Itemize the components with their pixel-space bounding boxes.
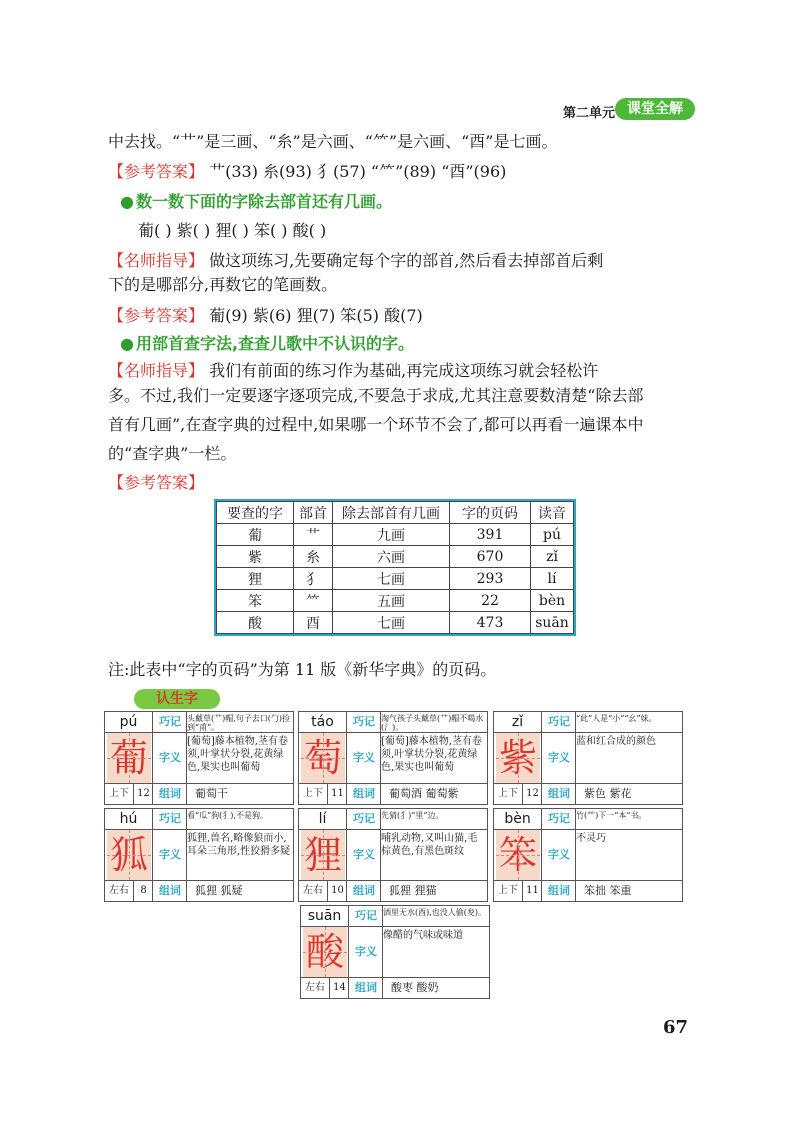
memory-tip: 头戴草(艹)帽,句子去口(勹)捡到“甫”。 [187, 714, 291, 732]
guide-line [108, 358, 598, 381]
table-cell: 犭 [294, 568, 333, 590]
label-qiaoji: 巧记 [548, 812, 570, 825]
label-ziyi: 字义 [159, 848, 181, 861]
pinyin: suān [307, 908, 342, 924]
pinyin: táo [311, 714, 334, 730]
label-ziyi: 字义 [548, 751, 570, 764]
guide-line: 多。不过,我们一定要逐字逐项完成,不要急于求成,尤其注意要数清楚“除去部 [108, 386, 644, 405]
pinyin: zǐ [511, 714, 524, 730]
question-heading: ● 用部首查字法,查查儿歌中不认识的字。 [120, 331, 414, 354]
pinyin: lí [318, 811, 327, 827]
table-row [217, 524, 574, 546]
label-ziyi: 字义 [159, 751, 181, 764]
memory-tip: 看“瓜”狗(犭),不是狗。 [187, 811, 268, 820]
words: 狐狸 狐疑 [195, 884, 243, 897]
label-zuci: 组词 [159, 884, 181, 897]
question-heading: ● 数一数下面的字除去部首还有几画。 [120, 189, 392, 212]
answer-table [216, 501, 574, 634]
character-card [298, 711, 488, 805]
section-tag: 课堂全解 [615, 98, 695, 120]
table-cell: 酸 [217, 612, 294, 634]
table-row [217, 612, 574, 634]
table-header-row [217, 502, 574, 524]
pinyin: bèn [504, 811, 531, 827]
memory-tip: 淘气孩子头戴草(艹)帽不喝水(氵)。 [381, 714, 484, 732]
table-cell: ⺮ [294, 590, 333, 612]
guide-text: 做这项练习,先要确定每个字的部首,然后看去掉部首后剩 [209, 251, 604, 270]
label-ziyi: 字义 [353, 848, 375, 861]
table-cell: pú [531, 524, 574, 546]
table-cell: 五画 [333, 590, 450, 612]
table-header: 字的页码 [450, 502, 531, 524]
character: 笨 [496, 830, 540, 880]
meaning: [葡萄]藤本植物,茎有卷须,叶掌状分裂,花黄绿色,果实也叫葡萄 [187, 736, 288, 773]
meaning: 狐狸,兽名,略像狼而小,耳朵三角形,性狡猾多疑 [187, 833, 291, 857]
label-qiaoji: 巧记 [353, 715, 375, 728]
table-cell: 七画 [333, 612, 450, 634]
answer-line-2 [108, 303, 423, 326]
label-zuci: 组词 [355, 981, 377, 994]
character: 葡 [107, 733, 151, 783]
pinyin: pú [119, 714, 138, 730]
character: 酸 [303, 927, 347, 977]
label-qiaoji: 巧记 [159, 812, 181, 825]
table-note: 注:此表中“字的页码”为第 11 版《新华字典》的页码。 [108, 660, 497, 679]
table-row [217, 568, 574, 590]
structure: 上下 [109, 788, 129, 799]
page-number: 67 [663, 1017, 689, 1038]
meaning: 哺乳动物,又叫山猫,毛棕黄色,有黑色斑纹 [381, 833, 478, 857]
character-card [104, 711, 294, 805]
stroke-count: 12 [522, 784, 542, 804]
table-cell: 艹 [294, 524, 333, 546]
character-card [493, 711, 683, 805]
answer-text: 葡(9) 紫(6) 狸(7) 笨(5) 酸(7) [209, 306, 423, 325]
stroke-count: 12 [133, 784, 153, 804]
table-header: 要查的字 [217, 502, 294, 524]
meaning: 蓝和红合成的颜色 [576, 736, 656, 747]
character-card [298, 808, 488, 902]
stroke-count: 11 [522, 881, 542, 901]
table-row [217, 546, 574, 568]
answer-label: 【参考答案】 [108, 306, 205, 325]
table-cell: 九画 [333, 524, 450, 546]
label-zuci: 组词 [353, 787, 375, 800]
unit-label: 第二单元 [563, 106, 616, 121]
words: 狐狸 狸猫 [389, 884, 437, 897]
guide-label: 【名师指导】 [108, 251, 205, 270]
label-zuci: 组词 [548, 884, 570, 897]
structure: 左右 [305, 982, 325, 993]
memory-tip: “此”人是“小”“幺”妹。 [576, 714, 657, 723]
character: 狸 [301, 830, 345, 880]
guide-line: 的“查字典”一栏。 [108, 444, 237, 463]
structure: 上下 [498, 885, 518, 896]
table-header: 除去部首有几画 [333, 502, 450, 524]
table-cell: 紫 [217, 546, 294, 568]
guide-line [108, 248, 603, 271]
question-blanks: 葡( ) 紫( ) 狸( ) 笨( ) 酸( ) [138, 221, 327, 240]
memory-tip: 竹(⺮)下一“本”书。 [576, 811, 647, 820]
table-cell: 670 [450, 546, 531, 568]
meaning: 不灵巧 [576, 833, 606, 844]
table-cell: 293 [450, 568, 531, 590]
table-header: 部首 [294, 502, 333, 524]
table-header: 读音 [531, 502, 574, 524]
answer-label: 【参考答案】 [108, 473, 205, 492]
table-cell: 22 [450, 590, 531, 612]
answer-label: 【参考答案】 [108, 162, 205, 181]
meaning: 像醋的气味或味道 [383, 930, 463, 941]
words: 葡萄干 [195, 787, 228, 800]
meaning: [葡萄]藤本植物,茎有卷须,叶掌状分裂,花黄绿色,果实也叫葡萄 [381, 736, 482, 773]
stroke-count: 11 [327, 784, 347, 804]
label-qiaoji: 巧记 [355, 909, 377, 922]
memory-tip: 先猜(犭)“里”边。 [381, 811, 444, 820]
words: 笨拙 笨重 [584, 884, 632, 897]
answer-line-1 [108, 159, 506, 182]
words: 酸枣 酸奶 [391, 981, 439, 994]
section-heading: 认生字 [134, 689, 220, 709]
label-ziyi: 字义 [353, 751, 375, 764]
table-cell: 笨 [217, 590, 294, 612]
label-zuci: 组词 [159, 787, 181, 800]
words: 紫色 紫花 [584, 787, 632, 800]
guide-text: 我们有前面的练习作为基础,再完成这项练习就会轻松许 [209, 361, 599, 380]
character-card [493, 808, 683, 902]
stroke-count: 10 [327, 881, 347, 901]
guide-line: 首有几画”,在查字典的过程中,如果哪一个环节不会了,都可以再看一遍课本中 [108, 415, 644, 434]
stroke-count: 8 [133, 881, 153, 901]
character: 萄 [301, 733, 345, 783]
table-cell: lí [531, 568, 574, 590]
table-cell: 狸 [217, 568, 294, 590]
table-cell: zǐ [531, 546, 574, 568]
label-ziyi: 字义 [355, 945, 377, 958]
label-ziyi: 字义 [548, 848, 570, 861]
table-cell: 酉 [294, 612, 333, 634]
table-cell: 391 [450, 524, 531, 546]
character-card [104, 808, 294, 902]
guide-label: 【名师指导】 [108, 361, 205, 380]
table-cell: suān [531, 612, 574, 634]
table-cell: 糸 [294, 546, 333, 568]
label-zuci: 组词 [548, 787, 570, 800]
structure: 上下 [303, 788, 323, 799]
character: 狐 [107, 830, 151, 880]
answer-text: 艹(33) 糸(93) 犭(57) “⺮”(89) “酉”(96) [209, 162, 507, 181]
memory-tip: 酒里无水(酉),也没人偷(夋)。 [383, 908, 487, 917]
character: 紫 [496, 733, 540, 783]
stroke-count: 14 [329, 978, 349, 998]
table-cell: bèn [531, 590, 574, 612]
guide-line: 下的是哪部分,再数它的笔画数。 [108, 275, 338, 294]
label-qiaoji: 巧记 [159, 715, 181, 728]
table-cell: 473 [450, 612, 531, 634]
words: 葡萄酒 葡萄紫 [389, 787, 459, 800]
label-qiaoji: 巧记 [353, 812, 375, 825]
pinyin: hú [119, 811, 138, 827]
table-cell: 葡 [217, 524, 294, 546]
table-cell: 六画 [333, 546, 450, 568]
label-qiaoji: 巧记 [548, 715, 570, 728]
paragraph-line: 中去找。“艹”是三画、“糸”是六画、“⺮”是六画、“酉”是七画。 [108, 132, 558, 151]
character-card [300, 905, 490, 999]
table-cell: 七画 [333, 568, 450, 590]
structure: 左右 [109, 885, 129, 896]
structure: 左右 [303, 885, 323, 896]
label-zuci: 组词 [353, 884, 375, 897]
structure: 上下 [498, 788, 518, 799]
table-row [217, 590, 574, 612]
